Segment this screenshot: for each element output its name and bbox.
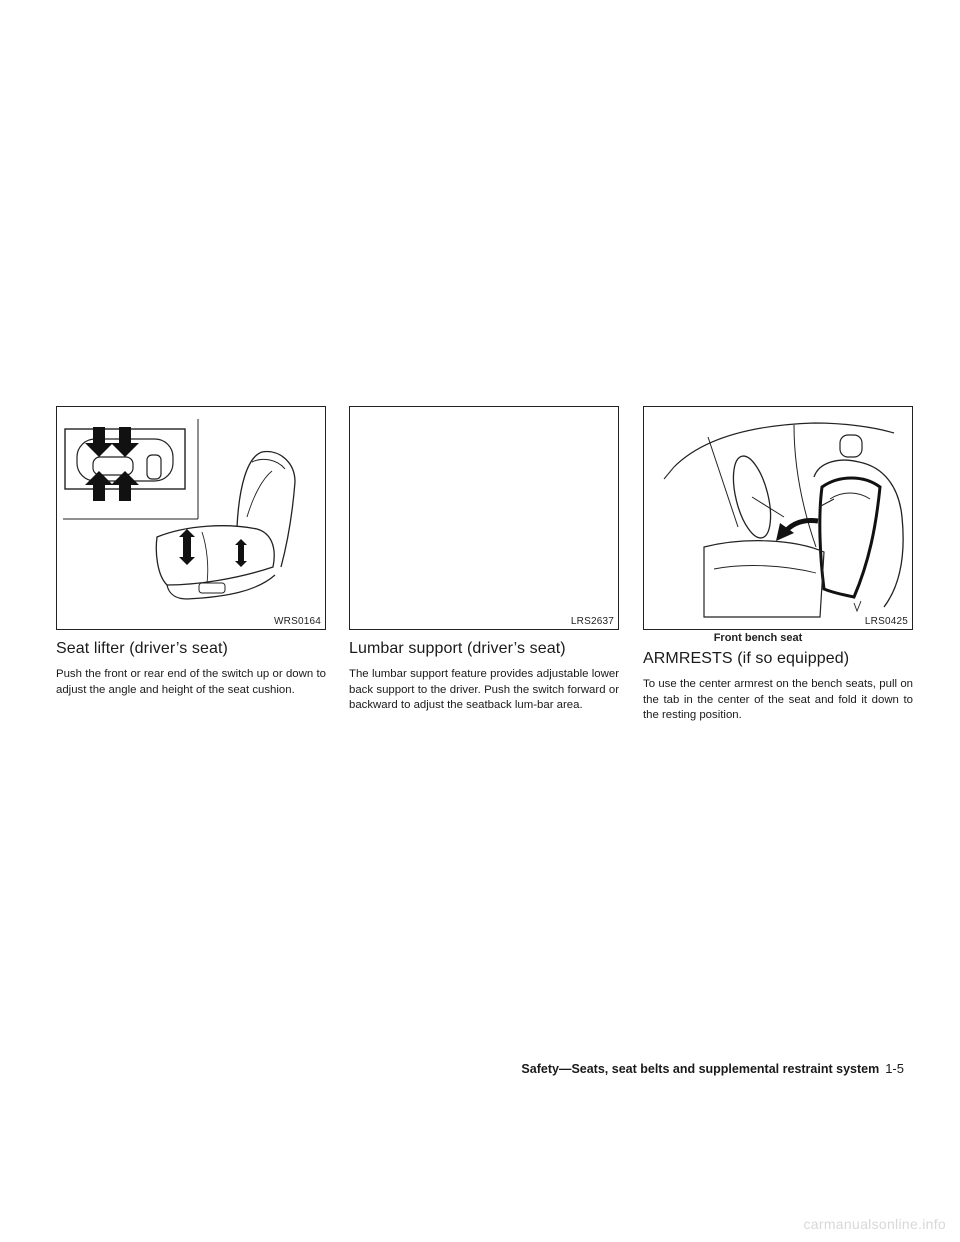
armrest-illustration: [643, 406, 913, 630]
seat-lifter-illustration: [56, 406, 326, 630]
lumbar-support-illustration: [349, 406, 619, 630]
section-body: The lumbar support feature provides adjustable lower back support to the driver. Push the switch forward or backward to adjust the seatback lum-bar area.: [349, 668, 619, 712]
section-heading: Lumbar support (driver’s seat): [349, 640, 566, 657]
watermark: carmanualsonline.info: [803, 1216, 946, 1232]
figure-code: LRS0425: [864, 616, 908, 627]
section-lumbar-support: [349, 406, 619, 714]
seat-lifter-drawing: [57, 407, 325, 629]
armrest-drawing: [644, 407, 912, 629]
figure-code: LRS2637: [570, 616, 614, 627]
page-number: 1-5: [885, 1061, 904, 1076]
figure-caption: Front bench seat: [713, 632, 803, 644]
section-body: Push the front or rear end of the switch up or down to adjust the angle and height of the seat cushion.: [56, 668, 326, 696]
section-heading: ARMRESTS (if so equipped): [643, 650, 850, 667]
page-footer: [521, 1061, 904, 1076]
section-armrests: [643, 406, 913, 724]
section-heading: Seat lifter (driver’s seat): [56, 640, 228, 657]
section-body: To use the center armrest on the bench seats, pull on the tab in the center of the seat and fold it down to the resting position.: [643, 678, 913, 722]
figure-code: WRS0164: [274, 616, 321, 627]
section-seat-lifter: [56, 406, 326, 698]
footer-section-title: Safety—Seats, seat belts and supplemental restraint system: [521, 1062, 880, 1076]
